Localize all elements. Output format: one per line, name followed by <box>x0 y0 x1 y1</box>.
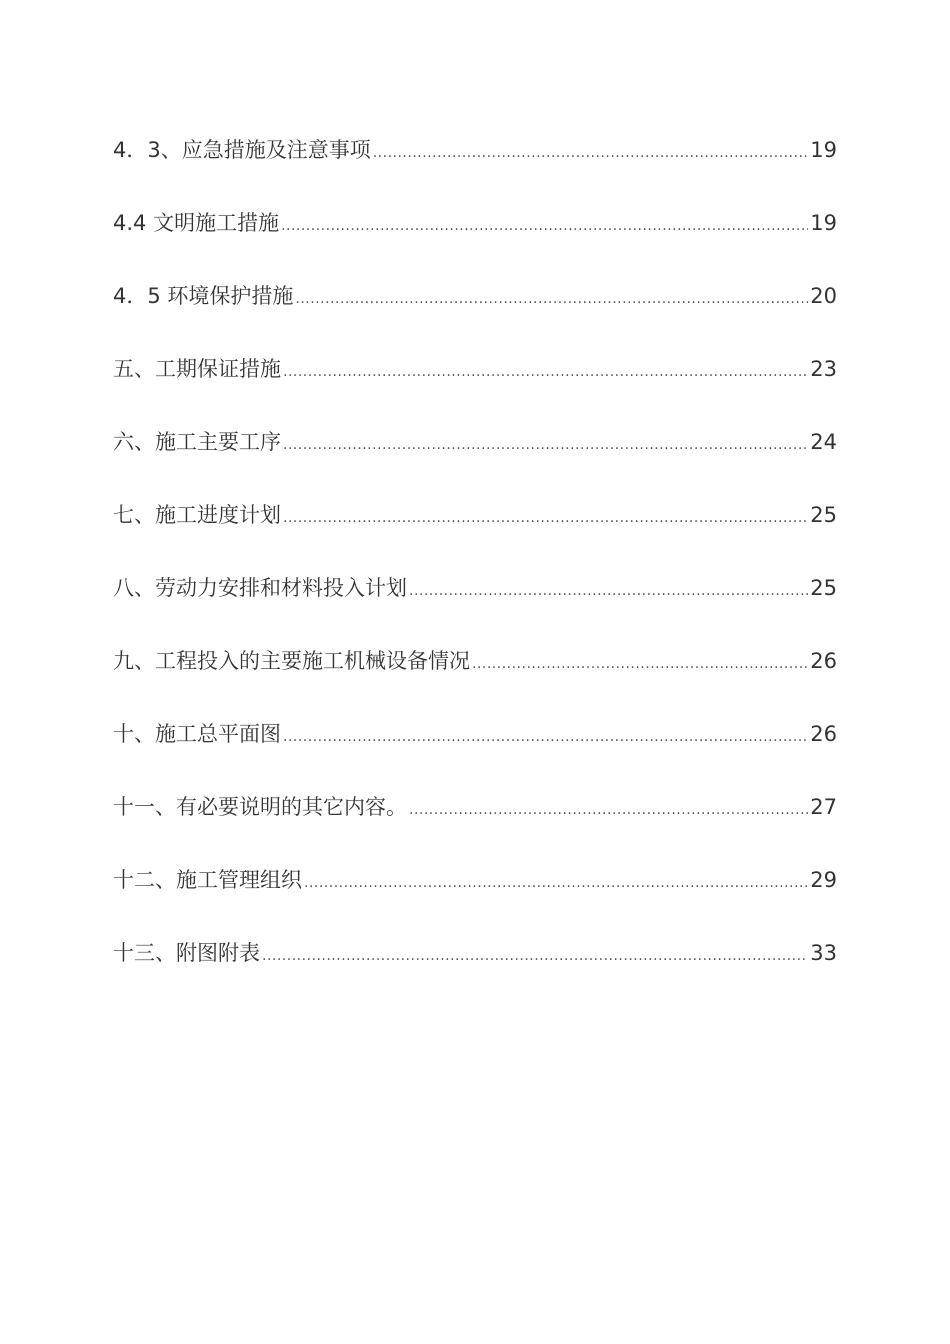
toc-dot-leader <box>283 427 808 463</box>
toc-entry[interactable] <box>113 278 837 351</box>
toc-dot-leader <box>304 865 808 901</box>
toc-entry-title: 4．3、应急措施及注意事项 <box>113 138 371 162</box>
toc-entry[interactable] <box>113 789 837 862</box>
toc-entry[interactable] <box>113 497 837 570</box>
toc-entry[interactable] <box>113 424 837 497</box>
toc-dot-leader <box>295 281 808 317</box>
toc-entry-title: 十、施工总平面图 <box>113 722 281 746</box>
toc-dot-leader <box>409 792 808 828</box>
table-of-contents <box>113 132 837 1008</box>
toc-entry-title: 4.4 文明施工措施 <box>113 211 280 235</box>
toc-entry[interactable] <box>113 570 837 643</box>
toc-dot-leader <box>283 500 808 536</box>
toc-entry-title: 八、劳动力安排和材料投入计划 <box>113 576 407 600</box>
toc-entry[interactable] <box>113 205 837 278</box>
toc-entry-page-number: 20 <box>810 284 837 308</box>
toc-entry-page-number: 24 <box>810 430 837 454</box>
toc-entry[interactable] <box>113 643 837 716</box>
toc-entry-page-number: 25 <box>810 503 837 527</box>
toc-entry-page-number: 27 <box>810 795 837 819</box>
toc-entry[interactable] <box>113 132 837 205</box>
toc-dot-leader <box>472 646 808 682</box>
toc-entry[interactable] <box>113 351 837 424</box>
toc-entry-title: 六、施工主要工序 <box>113 430 281 454</box>
toc-dot-leader <box>283 719 808 755</box>
toc-dot-leader <box>262 938 808 974</box>
toc-entry-page-number: 33 <box>810 941 837 965</box>
toc-dot-leader <box>283 354 808 390</box>
toc-entry-page-number: 25 <box>810 576 837 600</box>
toc-entry[interactable] <box>113 716 837 789</box>
toc-dot-leader <box>409 573 808 609</box>
toc-entry-title: 十二、施工管理组织 <box>113 868 302 892</box>
toc-entry-page-number: 26 <box>810 649 837 673</box>
toc-dot-leader <box>281 208 808 244</box>
toc-entry-page-number: 19 <box>810 211 837 235</box>
toc-entry[interactable] <box>113 935 837 1008</box>
toc-entry[interactable] <box>113 862 837 935</box>
toc-entry-title: 十三、附图附表 <box>113 941 260 965</box>
toc-dot-leader <box>373 135 809 171</box>
toc-entry-page-number: 23 <box>810 357 837 381</box>
toc-entry-page-number: 29 <box>810 868 837 892</box>
toc-entry-title: 十一、有必要说明的其它内容。 <box>113 795 407 819</box>
toc-entry-title: 4．5 环境保护措施 <box>113 284 294 308</box>
toc-entry-title: 九、工程投入的主要施工机械设备情况 <box>113 649 470 673</box>
toc-entry-title: 七、施工进度计划 <box>113 503 281 527</box>
toc-entry-page-number: 26 <box>810 722 837 746</box>
toc-entry-title: 五、工期保证措施 <box>113 357 281 381</box>
toc-entry-page-number: 19 <box>810 138 837 162</box>
